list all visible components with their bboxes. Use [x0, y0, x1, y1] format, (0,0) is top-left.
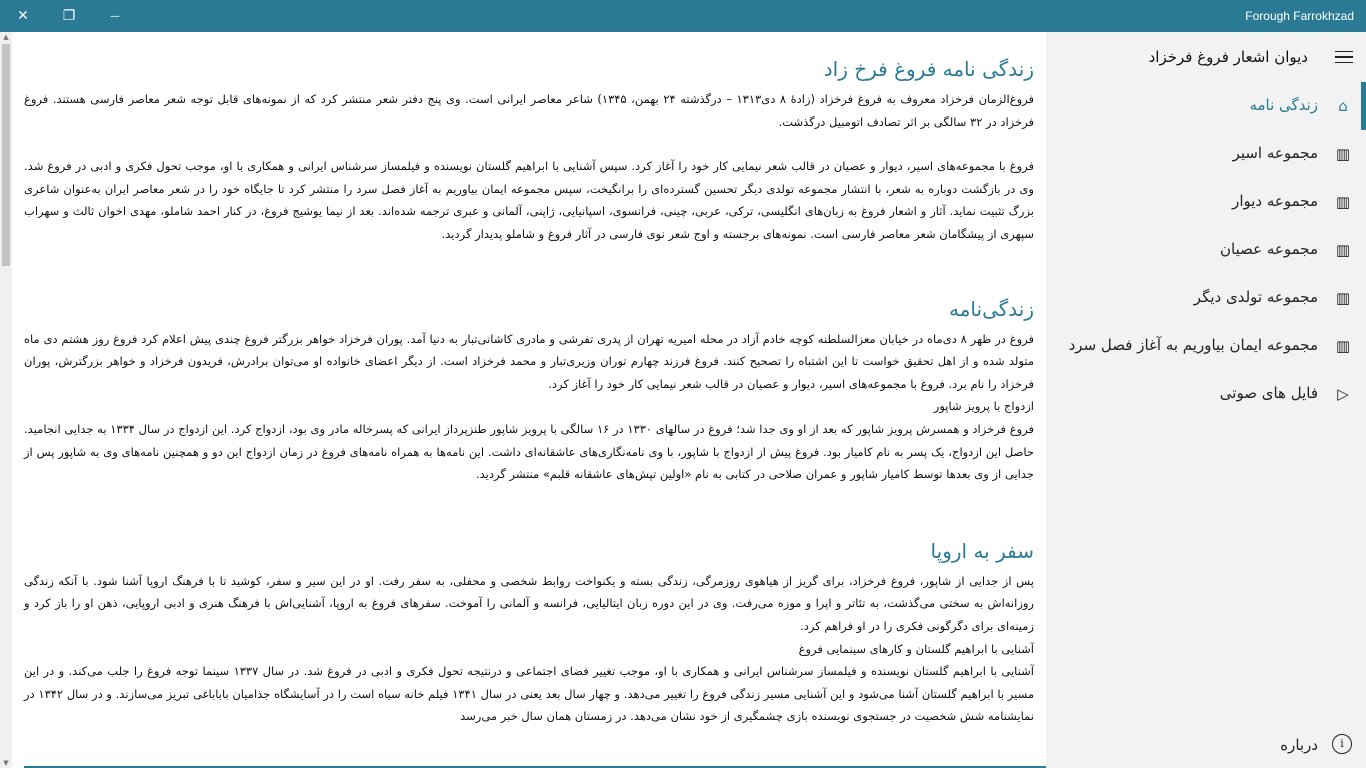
- nav-item-audio-files[interactable]: [1046, 370, 1366, 418]
- paragraph: پس از جدایی از شاپور، فروغ فرخزاد، برای گریز از هیاهوی روزمرگی، زندگی بسته و یکنواخت روابط شخصی و محفلی، به سفر رفت. او در این سیر و سفر، کوشید تا با فرهنگ اروپا آشنا شود. با آنکه زندگی روزانه‌اش به سختی می‌گذشت، به تئاتر و اپرا و موزه می‌رفت. وی در این دوره زبان ایتالیایی، فرانسه و آلمانی را آموخت. سفرهای فروغ به اروپا، آشنایی‌اش با فرهنگ هنری و ادبی اروپایی، ذهن او را باز کرد و زمینه‌ای برای دگرگونی فکری را در او فراهم کرد.: [24, 573, 1034, 633]
- subheading: آشنایی با ابراهیم گلستان و کارهای سینمایی فروغ: [798, 641, 1034, 656]
- scroll-up-icon[interactable]: ▲: [3, 33, 9, 41]
- subheading: ازدواج با پرویز شاپور: [933, 399, 1034, 414]
- books-icon: ▥: [1335, 145, 1351, 163]
- close-icon: ✕: [17, 8, 29, 24]
- paragraph: فروغ با مجموعه‌های اسیر، دیوار و عصیان در قالب شعر نیمایی کار خود را آغاز کرد. سپس آشنایی با ابراهیم گلستان نویسنده و فیلمساز سرشناس ایرانی و همکاری با او، موجب تحول فکری و ادبی در فروغ شد. وی در بازگشت دوباره به شعر، با انتشار مجموعه تولدی دیگر تحسین گسترده‌ای را برانگیخت، سپس مجموعه ایمان بیاوریم به آغاز فصل سرد را منتشر کرد تا جایگاه خود را در شعر معاصر ایران به‌عنوان شاعری بزرگ تثبیت نماید. آثار و اشعار فروغ به زبان‌های انگلیسی، ترکی، عربی، چینی، فرانسوی، اسپانیایی، ژاپنی، آلمانی و عبری ترجمه شده‌اند. بعد از نیما یوشیج فروغ، در کنار احمد شاملو، مهدی اخوان ثالث و سهراب سپهری از پیشگامان شعر معاصر فارسی است. نمونه‌های برجسته و اوج شعر نوی فارسی در آثار فروغ و شاملو پدیدار گردید.: [24, 159, 1034, 241]
- play-icon: ▷: [1337, 385, 1349, 403]
- books-icon: ▥: [1335, 241, 1351, 259]
- nav-item-osyan[interactable]: [1046, 226, 1366, 274]
- paragraph: فروغ در ظهر ۸ دی‌ماه در خیابان معزالسلطنه کوچه خادم آزاد در محله امیریه تهران از پدری تفرشی و مادری کاشانی‌تبار به دنیا آمد. پوران فرخزاد خواهر بزرگتر فروغ چندی پیش اعلام کرد فروغ روز هشتم دی ماه متولد شده و از اهل تحقیق خواست تا این اشتباه را تصحیح کنند. فروغ فرزند چهارم توران وزیری‌تبار و محمد فرخزاد است. از دیگر اعضای خانواده او می‌توان برادرش، فریدون فرخزاد و خواهر بزرگترش، پوران فرخزاد را نام برد. فروغ با مجموعه‌های اسیر، دیوار و عصیان در قالب شعر نیمایی کار خود را آغاز کرد.: [24, 331, 1034, 391]
- nav-item-label: مجموعه ایمان بیاوریم به آغاز فصل سرد: [1068, 336, 1318, 354]
- nav-item-label: مجموعه دیوار: [1232, 192, 1318, 210]
- app-title: دیوان اشعار فروغ فرخزاد: [1148, 48, 1308, 66]
- nav-item-label: زندگی نامه: [1249, 96, 1318, 114]
- books-icon: ▥: [1335, 193, 1351, 211]
- restore-button[interactable]: [46, 0, 92, 32]
- title-bar: [0, 0, 1366, 32]
- nav-item-iman-biavarim[interactable]: [1046, 322, 1366, 370]
- nav-header: [1046, 32, 1366, 82]
- section-title: زندگی‌نامه: [948, 296, 1034, 321]
- nav-item-label: مجموعه عصیان: [1220, 240, 1318, 258]
- nav-item-biography[interactable]: [1046, 82, 1366, 130]
- nav-item-label: مجموعه اسیر: [1232, 144, 1318, 162]
- nav-item-about[interactable]: [1046, 722, 1366, 768]
- hamburger-menu-icon[interactable]: [1332, 46, 1356, 68]
- content-pane: [12, 32, 1046, 768]
- nav-item-asir[interactable]: [1046, 130, 1366, 178]
- nav-item-tavallodi-digar[interactable]: [1046, 274, 1366, 322]
- paragraph: فروغ‌الزمان فرخزاد معروف به فروغ فرخزاد (زادهٔ ۸ دی۱۳۱۳ – درگذشته ۲۴ بهمن، ۱۳۴۵) شاعر معاصر ایرانی است. وی پنج دفتر شعر منتشر کرد که از نمونه‌های قابل توجه شعر معاصر فارسی هستند. فروغ فرخزاد در ۳۲ سالگی بر اثر تصادف اتومبیل درگذشت.: [24, 92, 1034, 129]
- minimize-icon: —: [110, 10, 120, 22]
- window-title: Forough Farrokhzad: [1245, 9, 1354, 23]
- books-icon: ▥: [1335, 337, 1351, 355]
- nav-item-label: مجموعه تولدی دیگر: [1193, 288, 1318, 306]
- section-title: زندگی نامه فروغ فرخ زاد: [823, 57, 1034, 81]
- vertical-scrollbar[interactable]: [0, 32, 12, 768]
- navigation-pane: [1046, 32, 1366, 768]
- nav-item-label: فایل های صوتی: [1219, 384, 1318, 402]
- nav-list: [1046, 82, 1366, 418]
- close-button[interactable]: [0, 0, 46, 32]
- minimize-button[interactable]: [92, 0, 138, 32]
- scroll-down-icon[interactable]: ▼: [3, 759, 9, 767]
- paragraph: فروغ فرخزاد و همسرش پرویز شاپور که بعد از او وی جدا شد؛ فروغ در سالهای ۱۳۳۰ در ۱۶ سالگی با پرویز شاپور طنزپرداز ایرانی که پسرخاله مادر وی بود، ازدواج کرد. این ازدواج در سال ۱۳۳۴ به جدایی انجامید. حاصل این ازدواج، یک پسر به نام کامیار بود. فروغ پیش از ازدواج با شاپور، با وی نامه‌نگاری‌های عاشقانه‌ای داشت. این نامه‌ها به همراه نامه‌های فروغ در زمان ازدواج این دو و همچنین نامه‌های وی به شاپور پس از جدایی از وی بعدها توسط کامیار شاپور و عمران صلاحی در کتابی به نام «اولین تپش‌های عاشقانه قلبم» منتشر گردید.: [24, 421, 1035, 482]
- restore-icon: ❐: [62, 8, 76, 24]
- info-icon: i: [1332, 734, 1352, 754]
- scroll-thumb[interactable]: [2, 44, 10, 266]
- section-title: سفر به اروپا: [930, 538, 1034, 563]
- books-icon: ▥: [1335, 289, 1351, 307]
- nav-item-label: درباره: [1280, 736, 1318, 754]
- paragraph: آشنایی با ابراهیم گلستان نویسنده و فیلمساز سرشناس ایرانی و همکاری با او، موجب تغییر فضای اجتماعی و درنتیجه تحول فکری و ادبی در فروغ شد. در سال ۱۳۳۷ سینما توجه فروغ را جلب می‌کند. و در این مسیر با ابراهیم گلستان آشنا می‌شود و این آشنایی مسیر زندگی فروغ را تغییر می‌دهد. و چهار سال بعد یعنی در سال ۱۳۴۱ فیلم خانه سیاه است را در آسایشگاه جذامیان باباباغی تبریز می‌سازند. و در سال ۱۳۴۲ در نمایشنامه شش شخصیت در جستجوی نویسنده بازی چشمگیری از خود نشان می‌دهد. در زمستان همان سال خبر می‌رسد: [24, 664, 1034, 724]
- article: [24, 54, 1034, 728]
- home-icon: ⌂: [1338, 97, 1348, 115]
- nav-item-divar[interactable]: [1046, 178, 1366, 226]
- active-indicator: [1361, 82, 1366, 130]
